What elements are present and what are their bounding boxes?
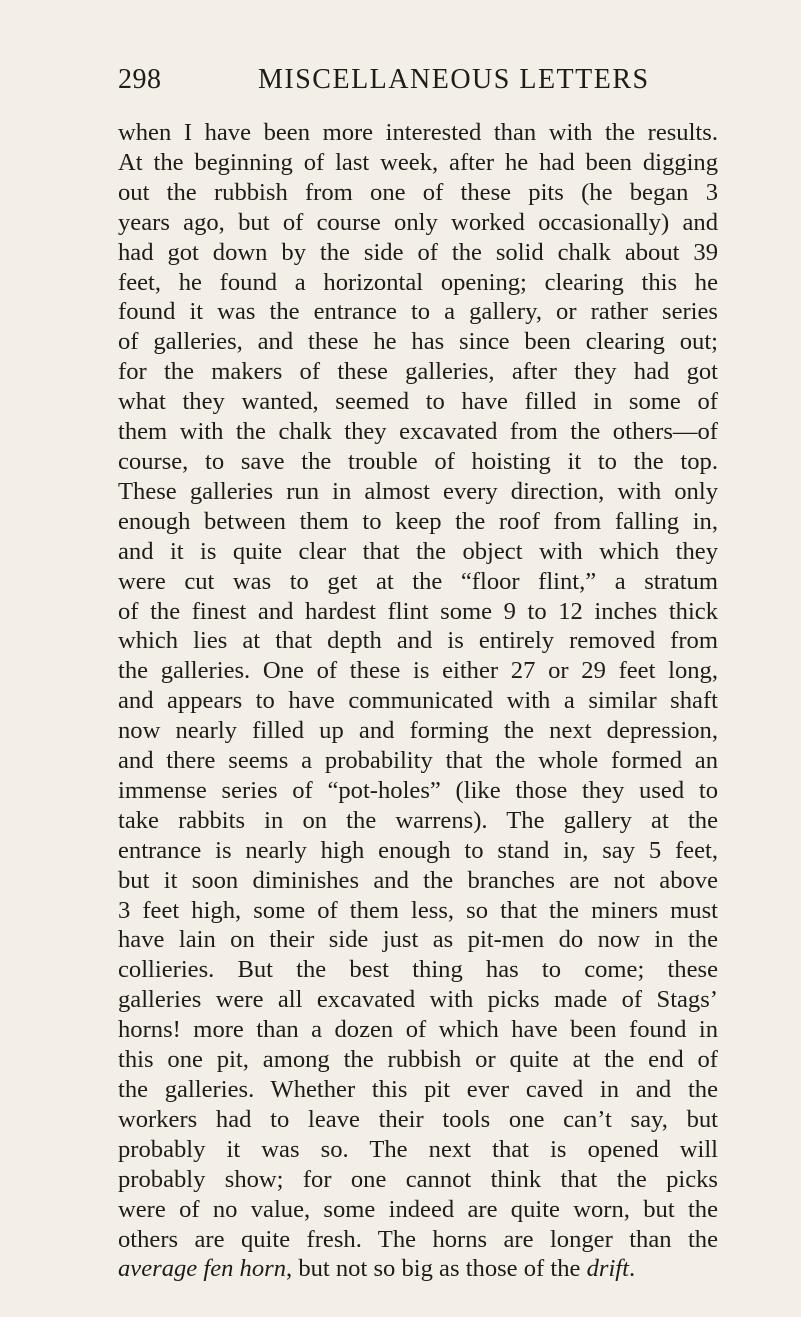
text-line: collieries. But the best thing has to come; these	[118, 956, 718, 984]
text-line: years ago, but of course only worked occasionally) and	[118, 208, 718, 236]
text-line: found it was the entrance to a gallery, or rather series	[118, 298, 718, 326]
text-segment: .	[628, 1255, 636, 1283]
text-line: had got down by the side of the solid chalk about 39	[118, 238, 718, 266]
text-line: were cut was to get at the “floor flint,” a stratum	[118, 567, 718, 595]
text-line: probably it was so. The next that is opened will	[118, 1135, 718, 1163]
text-line: which lies at that depth and is entirely removed from	[118, 627, 718, 655]
page-number: 298	[118, 64, 162, 95]
page-header	[118, 64, 718, 104]
text-line: have lain on their side just as pit-men do now in the	[118, 926, 718, 954]
text-line: and appears to have communicated with a similar shaft	[118, 687, 718, 715]
italic-word-drift: drift	[586, 1255, 629, 1283]
text-line: These galleries run in almost every direction, with only	[118, 477, 718, 505]
text-line: horns! more than a dozen of which have been found in	[118, 1016, 718, 1044]
text-line: but it soon diminishes and the branches are not above	[118, 866, 718, 894]
text-line: them with the chalk they excavated from the others—of	[118, 418, 718, 446]
text-line: of galleries, and these he has since been clearing out;	[118, 328, 718, 356]
text-line: and it is quite clear that the object with which they	[118, 537, 718, 565]
text-line: the galleries. Whether this pit ever caved in and the	[118, 1076, 718, 1103]
text-line: workers had to leave their tools one can’t say, but	[118, 1105, 718, 1133]
text-line: At the beginning of last week, after he had been digging	[118, 148, 718, 176]
text-line: probably show; for one cannot think that the picks	[118, 1165, 718, 1193]
running-head: MISCELLANEOUS LETTERS	[258, 64, 650, 95]
text-line: feet, he found a horizontal opening; clearing this he	[118, 268, 718, 296]
text-line: of the finest and hardest flint some 9 to 12 inches thick	[118, 597, 718, 625]
text-line: 3 feet high, some of them less, so that the miners must	[118, 896, 718, 924]
text-line: for the makers of these galleries, after they had got	[118, 358, 718, 386]
text-line: when I have been more interested than with the results.	[118, 119, 718, 146]
text-line: now nearly filled up and forming the next depression,	[118, 717, 718, 745]
text-segment: , but not so big as those of the	[286, 1255, 587, 1283]
body-text	[118, 118, 718, 1284]
text-line-final	[118, 1254, 718, 1284]
text-line: course, to save the trouble of hoisting it to the top.	[118, 447, 718, 475]
text-line: entrance is nearly high enough to stand in, say 5 feet,	[118, 836, 718, 864]
text-line: what they wanted, seemed to have filled in some of	[118, 388, 718, 416]
text-line: galleries were all excavated with picks made of Stags’	[118, 986, 718, 1014]
text-line: others are quite fresh. The horns are longer than the	[118, 1225, 718, 1253]
text-line: out the rubbish from one of these pits (he began 3	[118, 178, 718, 206]
text-line: immense series of “pot-holes” (like those they used to	[118, 776, 718, 804]
text-line: enough between them to keep the roof from falling in,	[118, 507, 718, 535]
text-lines	[118, 118, 718, 1254]
text-line: the galleries. One of these is either 27 or 29 feet long,	[118, 657, 718, 685]
italic-phrase-fen-horn: average fen horn	[118, 1255, 287, 1283]
text-line: were of no value, some indeed are quite worn, but the	[118, 1195, 718, 1223]
text-line: take rabbits in on the warrens). The gallery at the	[118, 806, 718, 834]
text-line: and there seems a probability that the whole formed an	[118, 747, 718, 775]
text-line: this one pit, among the rubbish or quite at the end of	[118, 1046, 718, 1074]
